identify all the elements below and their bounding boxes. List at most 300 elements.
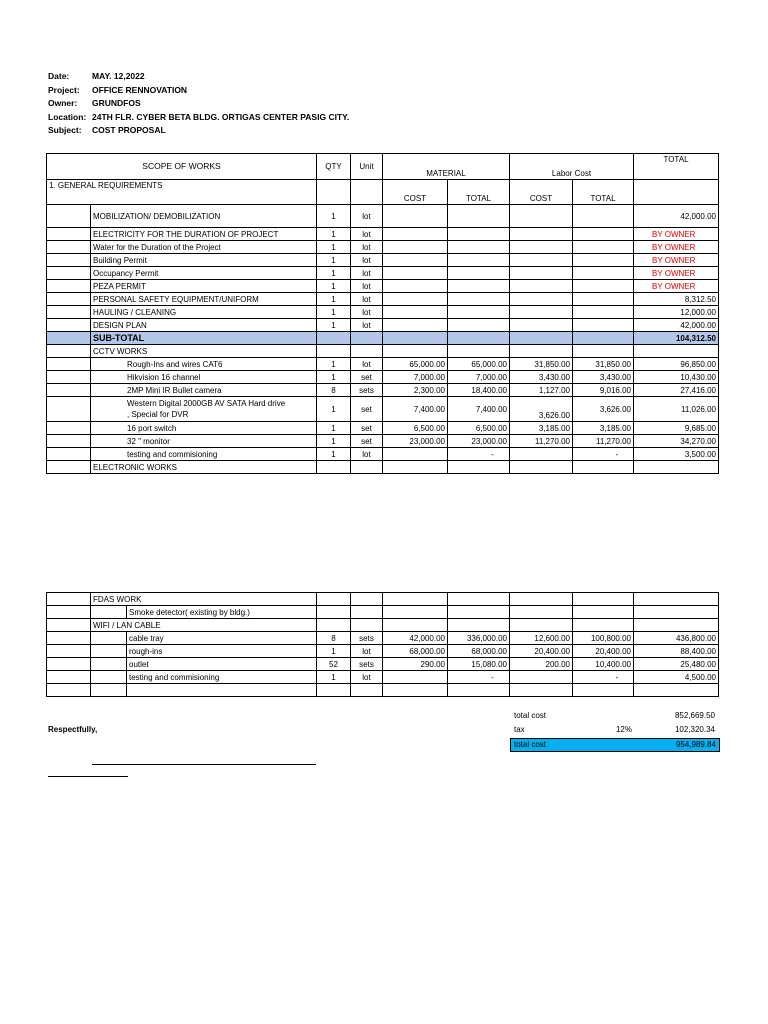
qty-cell: 1 — [317, 371, 351, 384]
subject-label: Subject: — [48, 125, 82, 136]
general-title: 1. GENERAL REQUIREMENTS — [47, 180, 317, 205]
empty-cell — [573, 228, 634, 241]
item-name: cable tray — [127, 632, 317, 645]
labor-cost-cell: 200.00 — [510, 658, 573, 671]
labor-cost-cell: 31,850.00 — [510, 358, 573, 371]
tax-label: tax — [514, 725, 525, 734]
empty-cell — [383, 345, 448, 358]
empty-cell — [91, 606, 127, 619]
material-header: MATERIAL — [383, 154, 510, 180]
labor-total-cell: 11,270.00 — [573, 435, 634, 448]
unit-cell: lot — [351, 228, 383, 241]
unit-cell: sets — [351, 658, 383, 671]
table-row — [47, 293, 719, 306]
indent-cell — [47, 435, 91, 448]
item-line: 16 port switch — [127, 423, 177, 433]
empty-cell — [510, 254, 573, 267]
empty-cell — [448, 254, 510, 267]
total-cell: 3,500.00 — [634, 448, 719, 461]
empty-cell — [573, 332, 634, 345]
qty-cell: 1 — [317, 254, 351, 267]
table-row — [47, 593, 719, 606]
table-row — [47, 671, 719, 684]
cost-table — [46, 153, 719, 474]
empty-cell — [510, 293, 573, 306]
item-name: Occupancy Permit — [91, 267, 317, 280]
labor-cost-cell: 3,430.00 — [510, 371, 573, 384]
unit-cell: lot — [351, 358, 383, 371]
unit-cell: lot — [351, 645, 383, 658]
item-name: PERSONAL SAFETY EQUIPMENT/UNIFORM — [91, 293, 317, 306]
labor-total-cell: 3,185.00 — [573, 422, 634, 435]
empty-cell — [383, 319, 448, 332]
material-cost-cell: 7,400.00 — [383, 397, 448, 422]
item-name: MOBILIZATION/ DEMOBILIZATION — [91, 205, 317, 228]
empty-cell — [510, 306, 573, 319]
unit-cell: set — [351, 397, 383, 422]
unit-cell: lot — [351, 293, 383, 306]
empty-cell — [448, 684, 510, 697]
indent-cell — [47, 267, 91, 280]
table-row — [47, 205, 719, 228]
material-cost-cell: 65,000.00 — [383, 358, 448, 371]
material-total-cell: 336,000.00 — [448, 632, 510, 645]
material-total-cell: - — [448, 448, 510, 461]
labor-total-cell: 3,626.00 — [573, 397, 634, 422]
indent-cell — [47, 461, 91, 474]
qty-cell: 1 — [317, 435, 351, 448]
item-line: 2MP Mini IR Bullet camera — [127, 385, 222, 395]
empty-cell — [448, 332, 510, 345]
total-cell: BY OWNER — [634, 280, 719, 293]
material-cost-cell: 290.00 — [383, 658, 448, 671]
total-cell: 88,400.00 — [634, 645, 719, 658]
empty-cell — [448, 345, 510, 358]
respectfully-text: Respectfully, — [48, 725, 98, 734]
material-total-cell: 15,080.00 — [448, 658, 510, 671]
empty-cell — [573, 267, 634, 280]
indent-cell — [47, 345, 91, 358]
empty-cell — [510, 461, 573, 474]
indent-cell — [47, 671, 91, 684]
empty-cell — [510, 205, 573, 228]
empty-cell — [510, 319, 573, 332]
indent-cell — [47, 422, 91, 435]
cost-table-2 — [46, 592, 719, 697]
empty-cell — [634, 345, 719, 358]
empty-cell — [383, 593, 448, 606]
total-cell: BY OWNER — [634, 254, 719, 267]
empty-cell — [634, 606, 719, 619]
total-cell: 42,000.00 — [634, 319, 719, 332]
grand-total-row — [510, 738, 720, 752]
indent-cell — [47, 384, 91, 397]
empty-cell — [510, 606, 573, 619]
table-row — [47, 254, 719, 267]
total-cell: 9,685.00 — [634, 422, 719, 435]
empty-cell — [573, 306, 634, 319]
table-row — [47, 606, 719, 619]
indent-cell — [47, 645, 91, 658]
indent-cell — [47, 319, 91, 332]
subject-value: COST PROPOSAL — [92, 125, 166, 136]
unit-cell: sets — [351, 384, 383, 397]
qty-cell: 8 — [317, 384, 351, 397]
item-name: Water for the Duration of the Project — [91, 241, 317, 254]
item-name — [91, 384, 317, 397]
empty-cell — [448, 306, 510, 319]
indent-cell — [47, 293, 91, 306]
empty-cell — [383, 619, 448, 632]
qty-cell: 1 — [317, 280, 351, 293]
qty-cell: 1 — [317, 645, 351, 658]
labor-cost-cell: 12,600.00 — [510, 632, 573, 645]
grand-total-value: 954,989.84 — [675, 740, 716, 749]
empty-cell — [573, 254, 634, 267]
empty-cell — [510, 619, 573, 632]
indent-cell — [47, 332, 91, 345]
empty-cell — [383, 280, 448, 293]
table-row — [47, 658, 719, 671]
total-cell: 4,500.00 — [634, 671, 719, 684]
item-name — [91, 371, 317, 384]
labor-total-cell: 31,850.00 — [573, 358, 634, 371]
item-line: Hikvision 16 channel — [127, 372, 201, 382]
table-row — [47, 358, 719, 371]
qty-header: QTY — [317, 154, 351, 180]
unit-cell: lot — [351, 205, 383, 228]
material-cost-cell: 42,000.00 — [383, 632, 448, 645]
empty-cell — [510, 345, 573, 358]
labor-cost-cell: 11,270.00 — [510, 435, 573, 448]
empty-cell — [573, 293, 634, 306]
empty-cell — [634, 461, 719, 474]
empty-cell — [573, 241, 634, 254]
table-row — [47, 397, 719, 422]
qty-cell: 1 — [317, 267, 351, 280]
indent-cell — [47, 306, 91, 319]
table-row — [47, 384, 719, 397]
table-row — [47, 461, 719, 474]
table-row — [47, 619, 719, 632]
empty-cell — [383, 306, 448, 319]
empty-cell — [127, 684, 317, 697]
labor-total-cell: 10,400.00 — [573, 658, 634, 671]
item-name — [91, 422, 317, 435]
empty-cell — [317, 345, 351, 358]
empty-cell — [351, 461, 383, 474]
labor-cost-cell: 3,185.00 — [510, 422, 573, 435]
wifi-title: WIFI / LAN CABLE — [91, 619, 317, 632]
project-value: OFFICE RENNOVATION — [92, 84, 188, 95]
total-cell: BY OWNER — [634, 267, 719, 280]
table-row — [47, 267, 719, 280]
cctv-title: CCTV WORKS — [91, 345, 317, 358]
qty-cell: 1 — [317, 319, 351, 332]
labor-total-cell: 100,800.00 — [573, 632, 634, 645]
table-row — [47, 332, 719, 345]
labor-cost-cell: 3,626.00 — [510, 397, 573, 422]
qty-cell: 1 — [317, 228, 351, 241]
material-total-cell: 6,500.00 — [448, 422, 510, 435]
material-total-header: TOTAL — [448, 180, 510, 205]
labor-cost-cell — [510, 671, 573, 684]
empty-cell — [573, 593, 634, 606]
empty-cell — [573, 319, 634, 332]
empty-cell — [448, 619, 510, 632]
subtotal-label: SUB-TOTAL — [91, 332, 317, 345]
indent-cell — [47, 684, 91, 697]
empty-cell — [91, 632, 127, 645]
labor-total-header: TOTAL — [573, 180, 634, 205]
empty-cell — [448, 205, 510, 228]
qty-cell: 1 — [317, 358, 351, 371]
table-row — [47, 319, 719, 332]
material-total-cell: 7,400.00 — [448, 397, 510, 422]
unit-cell: lot — [351, 671, 383, 684]
indent-cell — [47, 280, 91, 293]
empty-cell — [573, 205, 634, 228]
table-row — [47, 228, 719, 241]
table-row — [47, 371, 719, 384]
empty-cell — [383, 205, 448, 228]
unit-cell: set — [351, 422, 383, 435]
item-name: Building Permit — [91, 254, 317, 267]
total-cost-label: total cost — [514, 711, 547, 720]
total-cell: 42,000.00 — [634, 205, 719, 228]
item-line: testing and commisioning — [127, 449, 218, 459]
empty-cell — [448, 319, 510, 332]
material-cost-cell: 68,000.00 — [383, 645, 448, 658]
empty-cell — [634, 619, 719, 632]
unit-cell: lot — [351, 241, 383, 254]
material-total-cell: 68,000.00 — [448, 645, 510, 658]
item-name — [91, 358, 317, 371]
qty-cell: 1 — [317, 205, 351, 228]
empty-cell — [634, 684, 719, 697]
item-name: ELECTRICITY FOR THE DURATION OF PROJECT — [91, 228, 317, 241]
material-cost-cell: 6,500.00 — [383, 422, 448, 435]
empty-cell — [383, 606, 448, 619]
empty-cell — [351, 593, 383, 606]
unit-cell: lot — [351, 267, 383, 280]
empty-cell — [383, 267, 448, 280]
empty-cell — [573, 684, 634, 697]
empty-cell — [448, 293, 510, 306]
table-row — [47, 306, 719, 319]
material-cost-cell: 23,000.00 — [383, 435, 448, 448]
empty-cell — [383, 293, 448, 306]
empty-cell — [317, 461, 351, 474]
labor-total-cell: 9,016.00 — [573, 384, 634, 397]
empty-cell — [91, 671, 127, 684]
empty-cell — [510, 241, 573, 254]
empty-cell — [383, 461, 448, 474]
table-row — [47, 345, 719, 358]
item-line: Rough-Ins and wires CAT6 — [127, 359, 223, 369]
subtotal-value: 104,312.50 — [634, 332, 719, 345]
material-total-cell: - — [448, 671, 510, 684]
empty-cell — [351, 606, 383, 619]
date-label: Date: — [48, 71, 70, 81]
item-line: Western Digital 2000GB AV SATA Hard drive — [127, 399, 286, 408]
unit-cell: lot — [351, 254, 383, 267]
indent-cell — [47, 448, 91, 461]
labor-total-cell: 20,400.00 — [573, 645, 634, 658]
total-cell: 436,800.00 — [634, 632, 719, 645]
total-cell: BY OWNER — [634, 241, 719, 254]
total-cell: 10,430.00 — [634, 371, 719, 384]
empty-cell — [91, 684, 127, 697]
total-header: TOTAL — [634, 154, 719, 180]
signature-line-2 — [48, 776, 128, 777]
empty-cell — [448, 280, 510, 293]
item-line: 32 " monitor — [127, 436, 170, 446]
item-name: Smoke detector( existing by bldg.) — [127, 606, 317, 619]
indent-cell — [47, 358, 91, 371]
total-cell: 27,416.00 — [634, 384, 719, 397]
project-label: Project: — [48, 84, 80, 95]
location-label: Location: — [48, 111, 87, 122]
unit-cell: set — [351, 371, 383, 384]
tax-rate: 12% — [615, 725, 632, 734]
table-row — [47, 241, 719, 254]
date-value: MAY. 12,2022 — [92, 71, 145, 81]
material-cost-header: COST — [383, 180, 448, 205]
indent-cell — [47, 205, 91, 228]
unit-header: Unit — [351, 154, 383, 180]
empty-cell — [383, 684, 448, 697]
qty-cell: 1 — [317, 397, 351, 422]
item-name: PEZA PERMIT — [91, 280, 317, 293]
unit-cell: lot — [351, 306, 383, 319]
table-row — [47, 280, 719, 293]
item-name: DESIGN PLAN — [91, 319, 317, 332]
indent-cell — [47, 397, 91, 422]
location-value: 24TH FLR. CYBER BETA BLDG. ORTIGAS CENTER PASIG CITY. — [92, 111, 350, 122]
empty-cell — [634, 593, 719, 606]
indent-cell — [47, 606, 91, 619]
labor-total-cell: - — [573, 448, 634, 461]
total-cell: BY OWNER — [634, 228, 719, 241]
empty-cell — [573, 280, 634, 293]
empty-cell — [317, 684, 351, 697]
indent-cell — [47, 241, 91, 254]
empty-cell — [317, 606, 351, 619]
indent-cell — [47, 658, 91, 671]
qty-cell: 1 — [317, 241, 351, 254]
empty-cell — [91, 645, 127, 658]
item-name: testing and commisioning — [127, 671, 317, 684]
empty-cell — [510, 593, 573, 606]
empty-cell — [317, 332, 351, 345]
empty-cell — [448, 606, 510, 619]
indent-cell — [47, 619, 91, 632]
material-cost-cell: 2,300.00 — [383, 384, 448, 397]
table-row — [47, 645, 719, 658]
qty-cell: 1 — [317, 448, 351, 461]
empty-cell — [448, 593, 510, 606]
labor-cost-header: COST — [510, 180, 573, 205]
total-cell: 8,312.50 — [634, 293, 719, 306]
item-name: rough-ins — [127, 645, 317, 658]
empty-cell — [510, 228, 573, 241]
total-cell: 25,480.00 — [634, 658, 719, 671]
total-cell: 34,270.00 — [634, 435, 719, 448]
tax-value: 102,320.34 — [674, 725, 715, 734]
empty-cell — [510, 280, 573, 293]
empty-cell — [383, 228, 448, 241]
labor-cost-cell: 1,127.00 — [510, 384, 573, 397]
owner-value: GRUNDFOS — [92, 98, 141, 109]
empty-cell — [448, 241, 510, 254]
fdas-title: FDAS WORK — [91, 593, 317, 606]
electronic-title: ELECTRONIC WORKS — [91, 461, 317, 474]
total-cell: 11,026.00 — [634, 397, 719, 422]
qty-cell: 1 — [317, 671, 351, 684]
indent-cell — [47, 632, 91, 645]
document-header — [48, 70, 349, 138]
table-row — [47, 684, 719, 697]
item-line: , Special for DVR — [127, 410, 189, 419]
empty-cell — [383, 254, 448, 267]
grand-total-label: total cost — [514, 740, 547, 749]
empty-cell — [317, 593, 351, 606]
labor-total-cell: 3,430.00 — [573, 371, 634, 384]
item-name: HAULING / CLEANING — [91, 306, 317, 319]
empty-cell — [91, 658, 127, 671]
material-cost-cell: 7,000.00 — [383, 371, 448, 384]
table-row — [47, 448, 719, 461]
indent-cell — [47, 228, 91, 241]
empty-cell — [351, 684, 383, 697]
material-total-cell: 18,400.00 — [448, 384, 510, 397]
material-cost-cell — [383, 448, 448, 461]
empty-cell — [448, 228, 510, 241]
empty-cell — [383, 332, 448, 345]
indent-cell — [47, 254, 91, 267]
qty-cell: 52 — [317, 658, 351, 671]
total-cell: 12,000.00 — [634, 306, 719, 319]
material-total-cell: 7,000.00 — [448, 371, 510, 384]
labor-cost-cell — [510, 448, 573, 461]
material-total-cell: 23,000.00 — [448, 435, 510, 448]
empty-cell — [573, 619, 634, 632]
empty-cell — [510, 267, 573, 280]
empty-cell — [573, 606, 634, 619]
empty-cell — [351, 345, 383, 358]
labor-header: Labor Cost — [510, 154, 634, 180]
empty-cell — [510, 332, 573, 345]
item-name — [91, 448, 317, 461]
material-cost-cell — [383, 671, 448, 684]
owner-label: Owner: — [48, 98, 78, 109]
material-total-cell: 65,000.00 — [448, 358, 510, 371]
empty-cell — [351, 332, 383, 345]
empty-cell — [351, 619, 383, 632]
labor-cost-cell: 20,400.00 — [510, 645, 573, 658]
item-name — [91, 397, 317, 422]
table-row — [47, 422, 719, 435]
indent-cell — [47, 371, 91, 384]
unit-cell: sets — [351, 632, 383, 645]
empty-cell — [573, 345, 634, 358]
table-row — [47, 632, 719, 645]
unit-cell: lot — [351, 448, 383, 461]
total-cell: 96,850.00 — [634, 358, 719, 371]
item-name — [91, 435, 317, 448]
qty-cell: 1 — [317, 293, 351, 306]
